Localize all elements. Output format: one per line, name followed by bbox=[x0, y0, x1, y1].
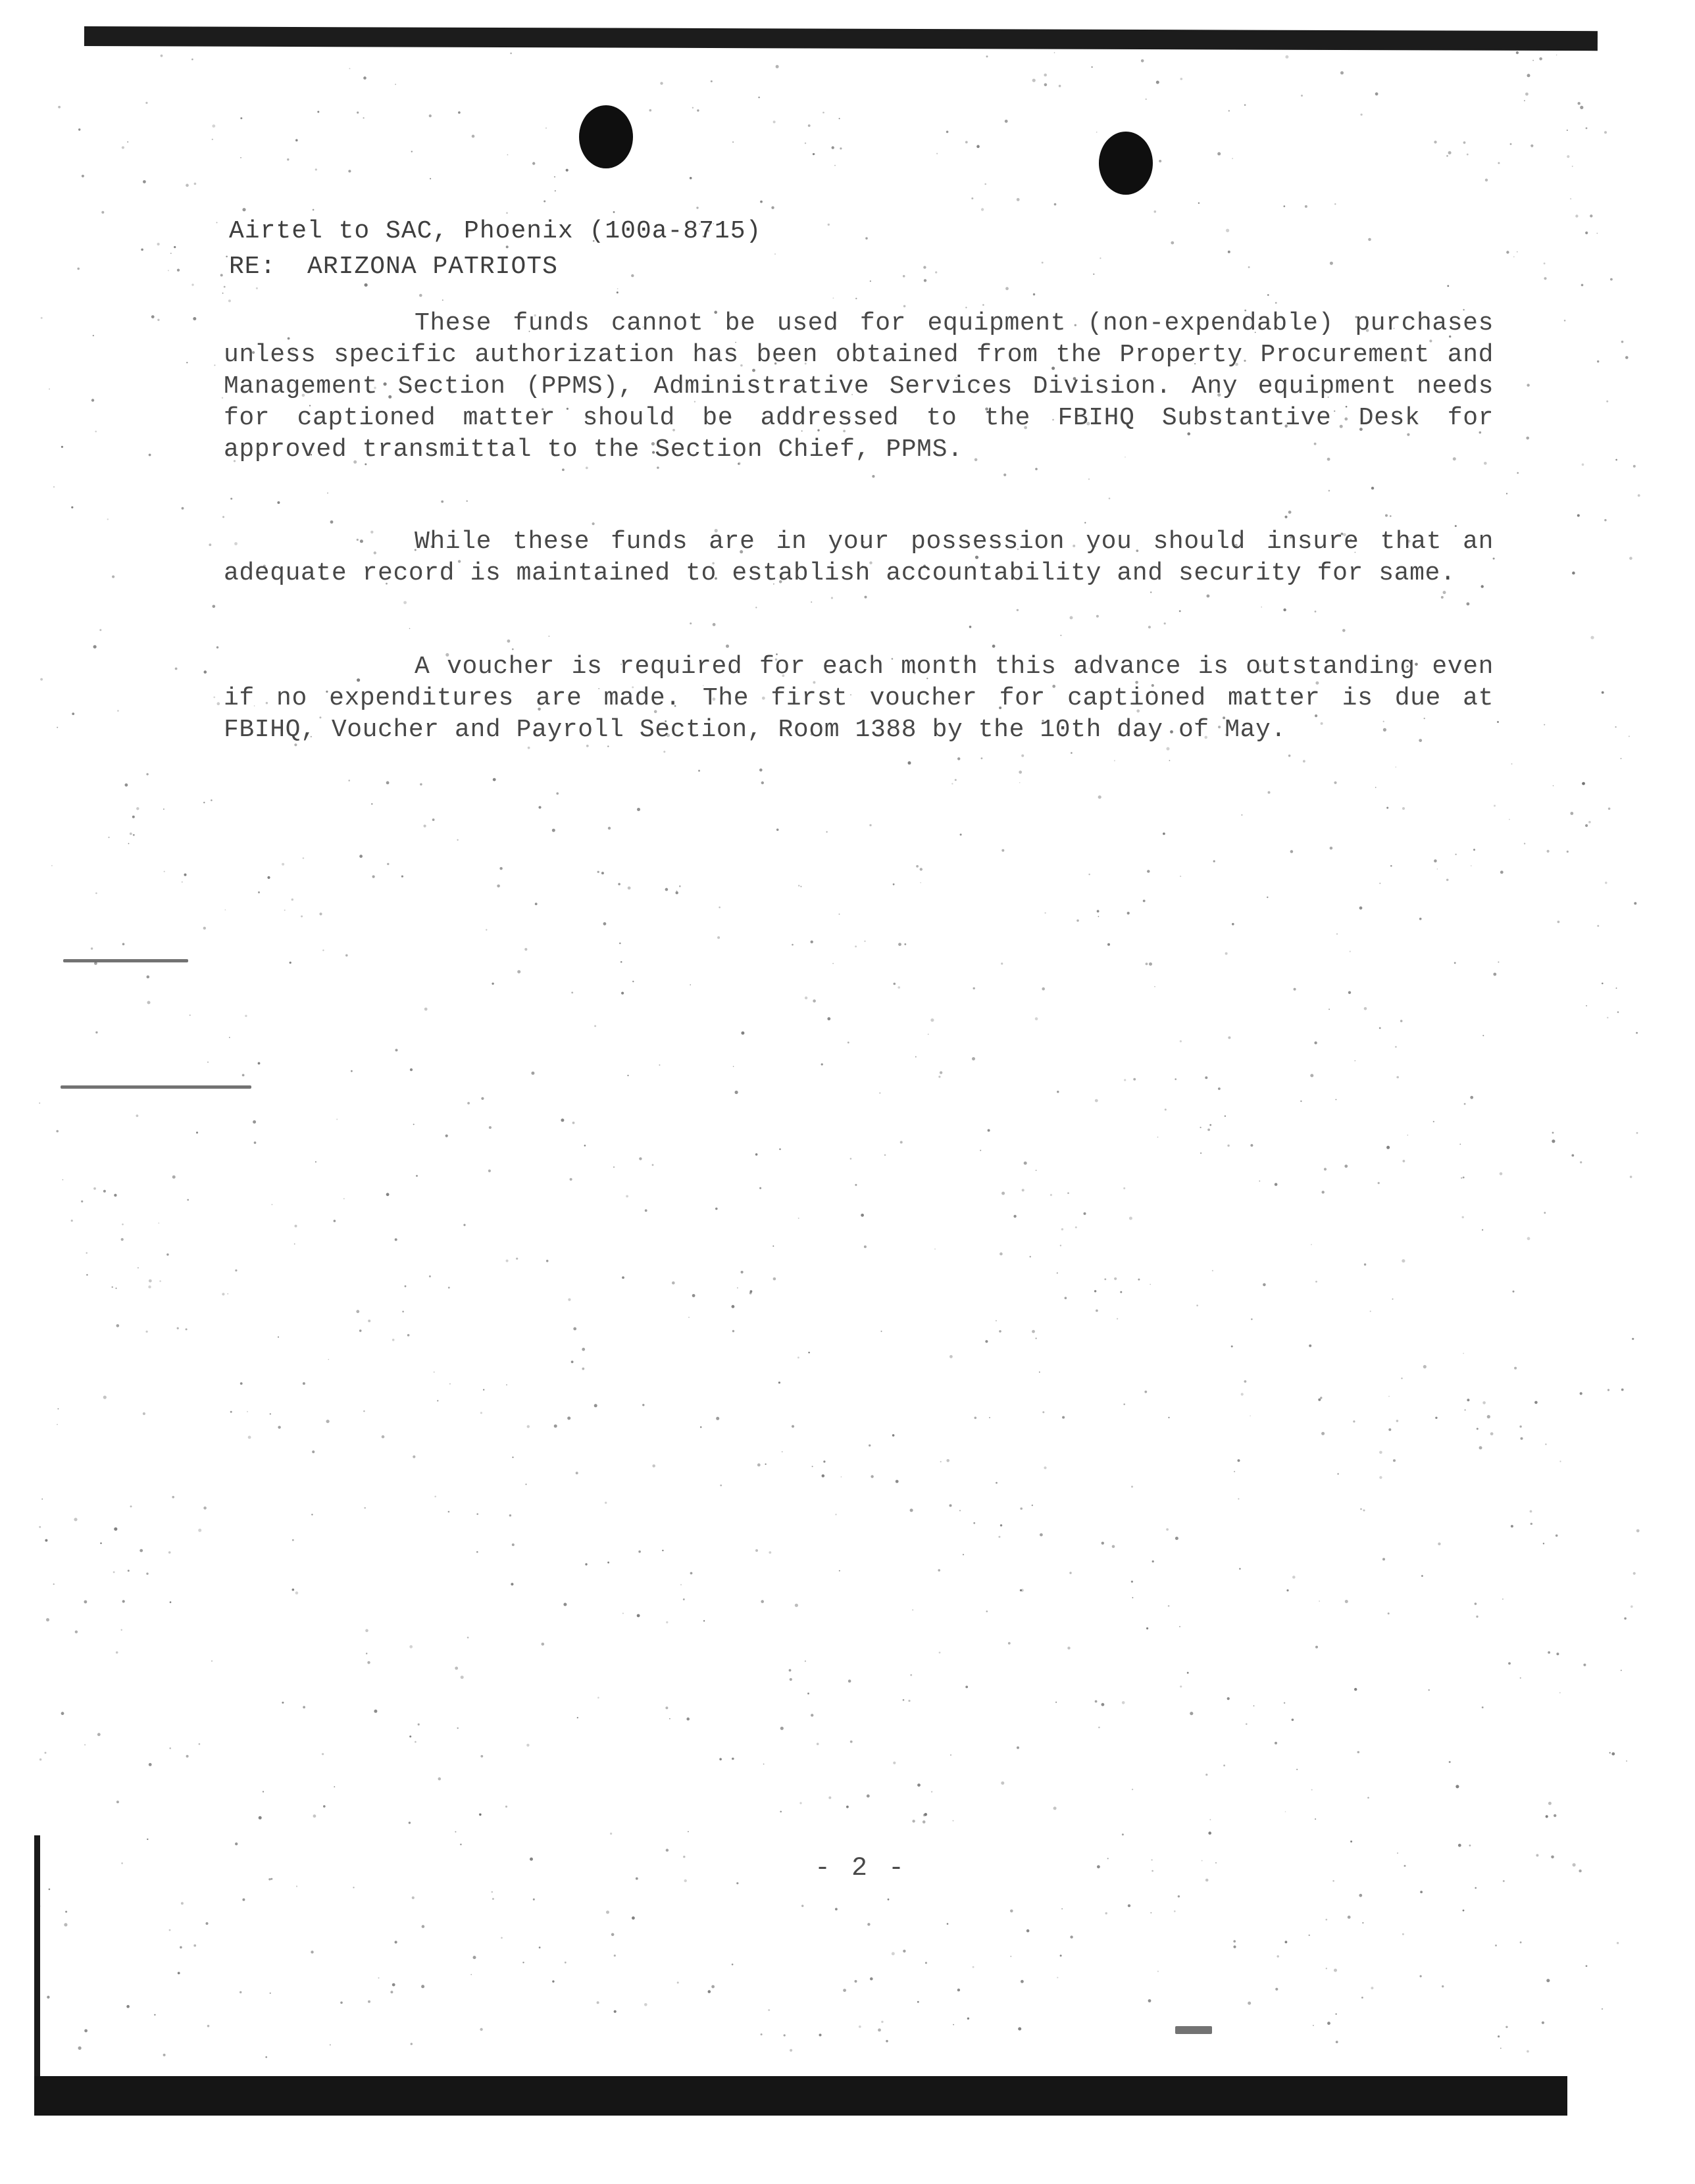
margin-scribble-mark bbox=[61, 1085, 251, 1089]
margin-scribble-mark bbox=[1175, 2026, 1212, 2034]
header-addressee-line: Airtel to SAC, Phoenix (100a-8715) bbox=[229, 217, 762, 245]
paragraph-voucher: A voucher is required for each month this advance is outstanding even if no expenditures are made. The first voucher for captioned matter is due at FBIHQ, Voucher and Payroll Section, Room 1388 by the 10th day of May. bbox=[224, 653, 1494, 744]
paragraph-accountability: While these funds are in your possession you should insure that an adequate record is maintained to establish accountability and security for same. bbox=[224, 528, 1494, 587]
left-border-rule bbox=[34, 1835, 40, 2085]
margin-scribble-mark bbox=[63, 959, 188, 962]
punch-hole-right bbox=[1099, 132, 1153, 195]
punch-hole-left bbox=[579, 105, 633, 168]
bottom-border-rule bbox=[34, 2076, 1567, 2116]
paragraph-equipment-funds: These funds cannot be used for equipment (non-expendable) purchases unless specific authorization has been obtained from the Property Procurement and Management Section (PPMS), Administrative Services Division. Any equipment needs for captioned matter should be addressed to the FBIHQ Substantive Desk for approved transmittal to the Section Chief, PPMS. bbox=[224, 309, 1494, 464]
header-subject-line: RE: ARIZONA PATRIOTS bbox=[229, 253, 558, 281]
page-number: - 2 - bbox=[815, 1854, 907, 1883]
